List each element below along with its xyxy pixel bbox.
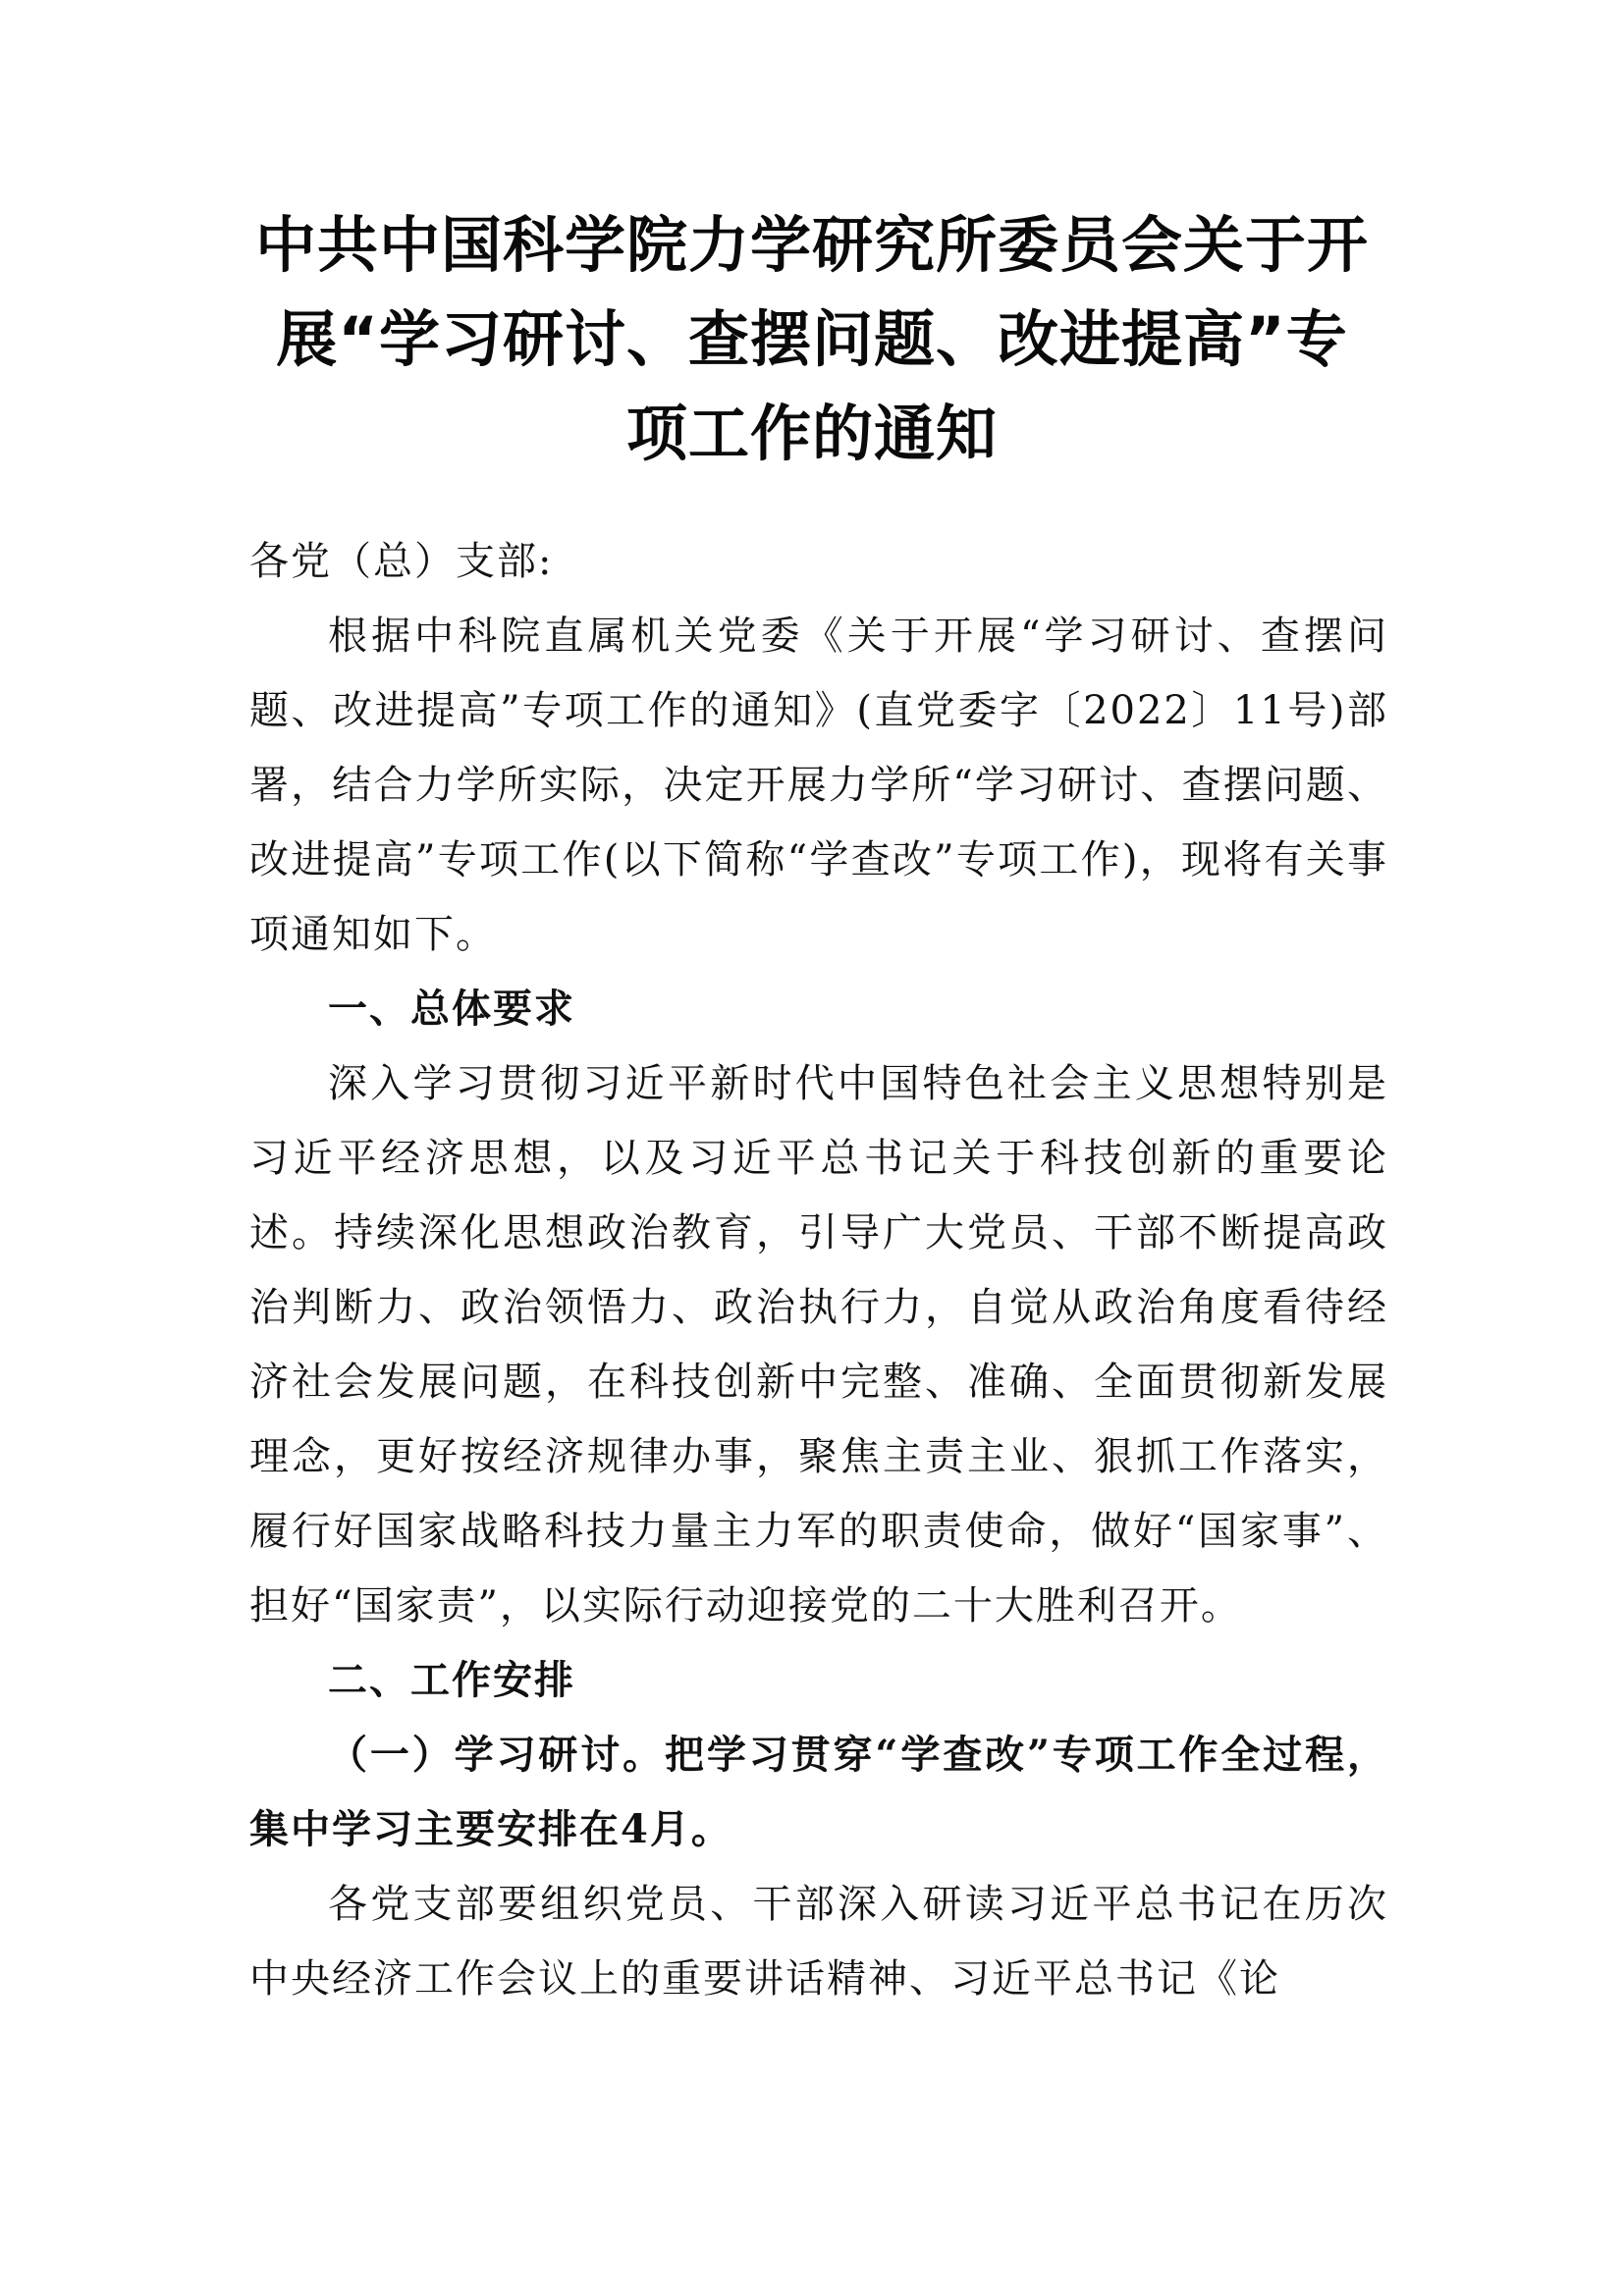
section-1-heading: 一、总体要求 — [328, 987, 575, 1032]
section-1-paragraph: 深入学习贯彻习近平新时代中国特色社会主义思想特别是习近平经济思想，以及习近平总书记关于科技创新的重要论述。持续深化思想政治教育，引导广大党员、干部不断提高政治判断力、政治领悟力、政治执行力，自觉从政治角度看待经济社会发展问题，在科技创新中完整、准确、全面贯彻新发展理念，更好按经济规律办事，聚焦主责主业、狠抓工作落实，履行好国家战略科技力量主力军的职责使命，做好“国家事”、担好“国家责”，以实际行动迎接党的二十大胜利召开。 — [249, 1061, 1388, 1629]
salutation: 各党（总）支部: — [249, 539, 554, 584]
section-2-paragraph: 各党支部要组织党员、干部深入研读习近平总书记在历次中央经济工作会议上的重要讲话精神、习近平总书记《论 — [249, 1882, 1388, 2002]
document-title — [226, 198, 1398, 481]
section-2-subheading-1: （一）学习研讨。把学习贯穿“学查改”专项工作全过程，集中学习主要安排在4月。 — [249, 1732, 1388, 1852]
title-line-2: 展“学习研讨、查摆问题、改进提高”专 — [276, 303, 1348, 375]
title-line-3: 项工作的通知 — [625, 398, 998, 469]
title-line-1: 中共中国科学院力学研究所委员会关于开 — [254, 209, 1369, 281]
section-2-heading: 二、工作安排 — [328, 1658, 575, 1703]
document-body — [249, 524, 1388, 2016]
intro-paragraph: 根据中科院直属机关党委《关于开展“学习研讨、查摆问题、改进提高”专项工作的通知》(直党委字〔2022〕11号)部署，结合力学所实际，决定开展力学所“学习研讨、查摆问题、改进提高”专项工作(以下简称“学查改”专项工作)，现将有关事项通知如下。 — [249, 614, 1388, 957]
